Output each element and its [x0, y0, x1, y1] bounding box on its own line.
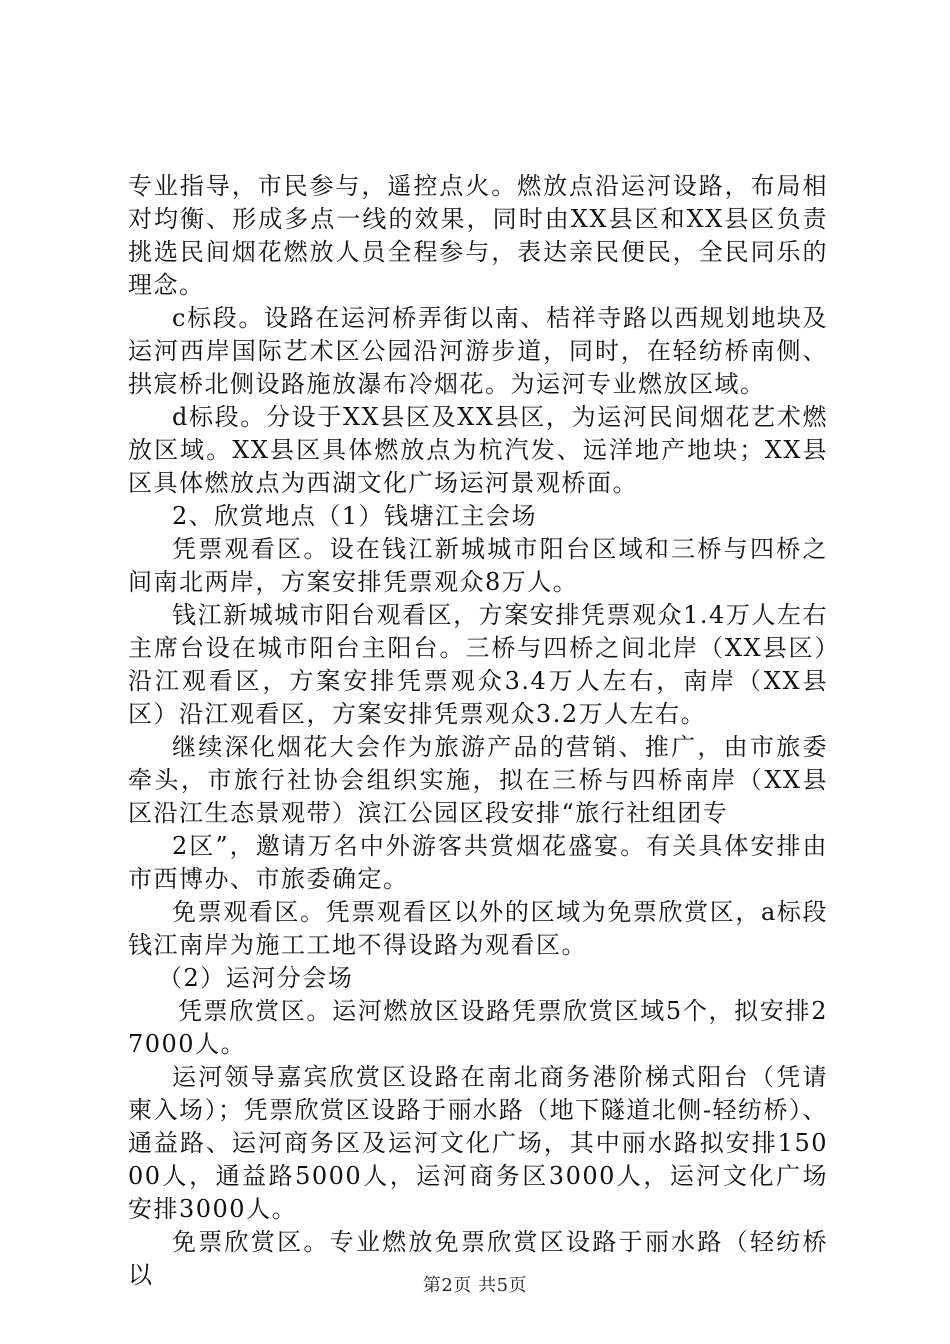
heading-canal-venue: （2）运河分会场: [158, 964, 354, 992]
paragraph-ticket-area: 凭票观看区。设在钱江新城城市阳台区域和三桥与四桥之间南北两岸，方案安排凭票观众8万人。: [128, 535, 828, 596]
paragraph-canal-vip: 运河领导嘉宾欣赏区设路在南北商务港阶梯式阳台（凭请柬入场）；凭票欣赏区设路于丽水路（地下隧道北侧-轻纺桥）、通益路、运河商务区及运河文化广场，其中丽水路拟安排15000人，通益路5000人，运河商务区3000人，运河文化广场安排3000人。: [128, 1063, 828, 1223]
paragraph-canal-ticket: 凭票欣赏区。运河燃放区设路凭票欣赏区域5个，拟安排27000人。: [128, 997, 828, 1058]
paragraph-canal-free: 免票欣赏区。专业燃放免票欣赏区设路于丽水路（轻纺桥以: [128, 1228, 828, 1289]
document-body: [128, 170, 828, 1292]
paragraph-city-balcony: 钱江新城城市阳台观看区，方案安排凭票观众1.4万人左右主席台设在城市阳台主阳台。三桥与四桥之间北岸（XX县区）沿江观看区，方案安排凭票观众3.4万人左右，南岸（XX县区）沿江观看区，方案安排凭票观众3.2万人左右。: [128, 601, 828, 728]
paragraph-1: 专业指导，市民参与，遥控点火。燃放点沿运河设路，布局相对均衡、形成多点一线的效果，同时由XX县区和XX县区负责挑选民间烟花燃放人员全程参与，表达亲民便民，全民同乐的理念。: [128, 172, 828, 299]
paragraph-d-section: d标段。分设于XX县区及XX县区，为运河民间烟花艺术燃放区域。XX县区具体燃放点为杭汽发、远洋地产地块；XX县区具体燃放点为西湖文化广场运河景观桥面。: [128, 403, 828, 497]
paragraph-tourism: 继续深化烟花大会作为旅游产品的营销、推广，由市旅委牵头，市旅行社协会组织实施，拟在三桥与四桥南岸（XX县区沿江生态景观带）滨江公园区段安排“旅行社组团专: [128, 733, 828, 827]
page-footer: 第2页 共5页: [422, 1275, 528, 1296]
heading-viewing-locations: 2、欣赏地点（1）钱塘江主会场: [172, 502, 538, 530]
paragraph-free-area: 免票观看区。凭票观看区以外的区域为免票欣赏区，a标段钱江南岸为施工工地不得设路为观看区。: [128, 898, 828, 959]
paragraph-tourism-cont: 2区”，邀请万名中外游客共赏烟花盛宴。有关具体安排由市西博办、市旅委确定。: [128, 832, 828, 893]
paragraph-c-section: c标段。设路在运河桥弄街以南、桔祥寺路以西规划地块及运河西岸国际艺术区公园沿河游步道，同时，在轻纺桥南侧、拱宸桥北侧设路施放瀑布冷烟花。为运河专业燃放区域。: [128, 304, 828, 398]
